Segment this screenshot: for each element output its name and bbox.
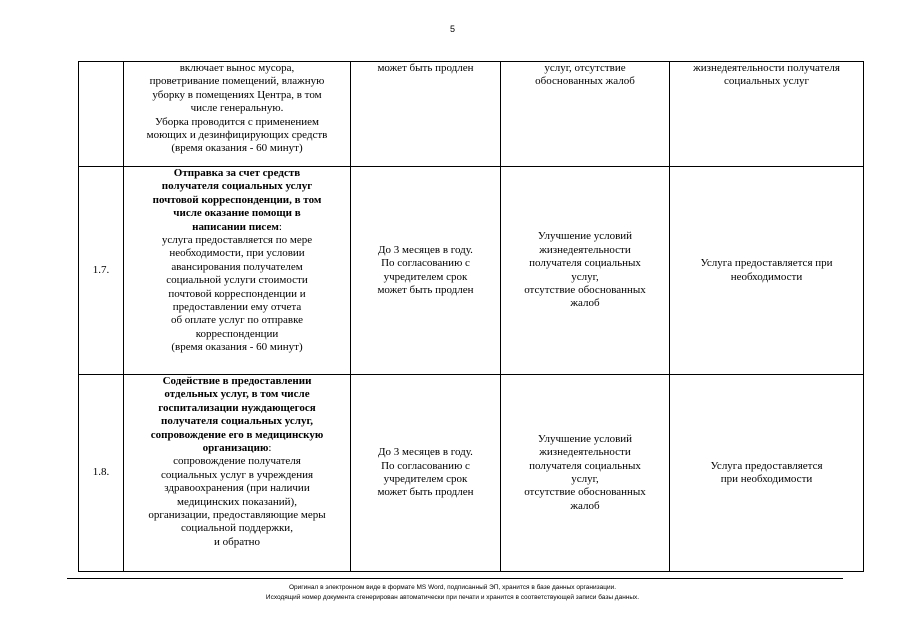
title-colon: : <box>278 220 282 233</box>
service-conditions: Услуга предоставляется при необходимости <box>670 167 864 375</box>
service-conditions: жизнедеятельности получателя социальных услуг <box>670 62 864 167</box>
service-title: Отправка за счет средств получателя социальных услуг почтовой корреспонденции, в том числе оказание помощи в написании писем: <box>152 167 322 233</box>
service-term: может быть продлен <box>351 62 501 167</box>
service-text: услуга предоставляется по мере необходимости, при условии авансирования получателем социальной услуги стоимости почтовой корреспонденции и предоставлении ему отчета об оплате услуг по отправке корреспонденции (время оказания - 60 минут) <box>161 234 313 354</box>
service-result: услуг, отсутствие обоснованных жалоб <box>501 62 670 167</box>
footer-divider <box>67 578 843 579</box>
service-description <box>124 167 351 375</box>
table-row <box>79 62 864 167</box>
service-text: сопровождение получателя социальных услуг в учреждения здравоохранения (при наличии медицинских показаний), организации, предоставляющие меры социальной поддержки, и обратно <box>148 455 326 548</box>
row-number: 1.8. <box>79 375 124 572</box>
service-description <box>124 62 351 167</box>
service-term: До 3 месяцев в году. По согласованию с учредителем срок может быть продлен <box>351 167 501 375</box>
services-table <box>78 61 864 572</box>
service-description <box>124 375 351 572</box>
service-result: Улучшение условий жизнедеятельности получателя социальных услуг, отсутствие обоснованных жалоб <box>501 375 670 572</box>
row-number: 1.7. <box>79 167 124 375</box>
table-row <box>79 167 864 375</box>
title-colon: : <box>268 442 272 455</box>
service-term: До 3 месяцев в году. По согласованию с учредителем срок может быть продлен <box>351 375 501 572</box>
service-result: Улучшение условий жизнедеятельности получателя социальных услуг, отсутствие обоснованных жалоб <box>501 167 670 375</box>
page-number: 5 <box>449 24 455 34</box>
table-row <box>79 375 864 572</box>
service-title: Содействие в предоставлении отдельных услуг, в том числе госпитализации нуждающегося получателя социальных услуг, сопровождение его в медицинскую организацию: <box>150 375 324 455</box>
footer-note-number: Исходящий номер документа сгенерирован автоматически при печати и хранится в соответствующей записи базы данных. <box>265 594 640 601</box>
footer-note-original: Оригинал в электронном виде в формате MS Word, подписанный ЭП, хранится в базе данных организации. <box>288 584 617 591</box>
service-text: включает вынос мусора, проветривание помещений, влажную уборку в помещениях Центра, в том числе генеральную. Уборка проводится с применением моющих и дезинфицирующих средств (время оказания - 60 минут) <box>146 62 328 155</box>
service-conditions: Услуга предоставляется при необходимости <box>670 375 864 572</box>
row-number <box>79 62 124 167</box>
